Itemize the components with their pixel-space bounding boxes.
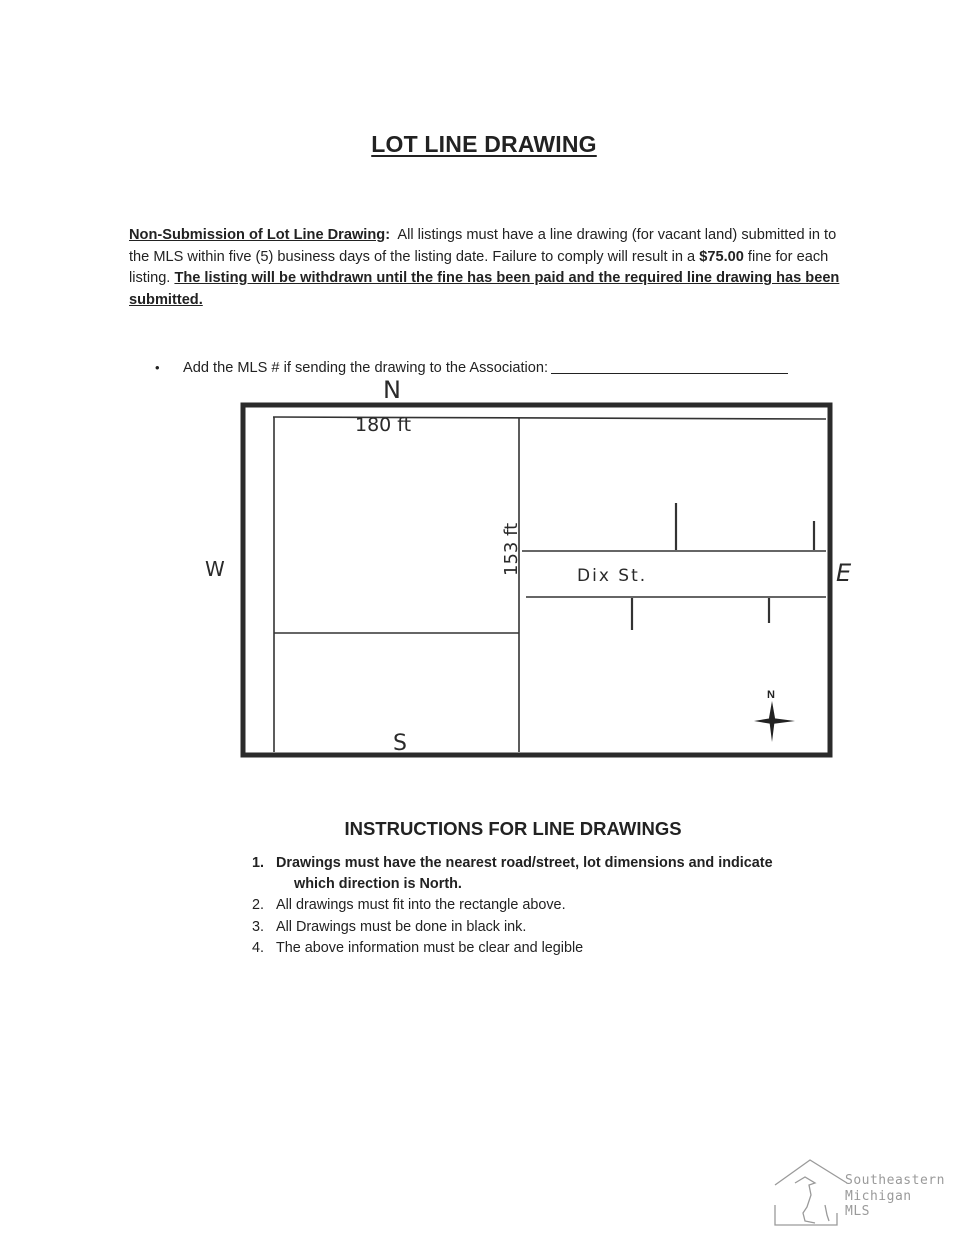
instruction-text: Drawings must have the nearest road/street, lot dimensions and indicate: [276, 855, 773, 871]
frontage-dimension: 180 ft: [355, 414, 412, 436]
notice-colon: :: [385, 227, 391, 243]
notice-text-after-fine: fine for each listing.: [129, 248, 829, 287]
mls-logo-text: [845, 1173, 945, 1220]
fine-amount: $75.00: [699, 248, 744, 265]
withdrawal-warning: The listing will be withdrawn until the fine has been paid and the required line drawing has been submitted.: [129, 270, 840, 308]
street-lines: [522, 503, 826, 630]
logo-line-3: MLS: [845, 1204, 870, 1219]
compass-n-label: N: [767, 689, 775, 701]
notice-lead: Non-Submission of Lot Line Drawing: [129, 227, 386, 243]
instruction-item: [252, 895, 812, 916]
instructions-list: [252, 853, 812, 959]
mls-prompt-label: Add the MLS # if sending the drawing to the Association:: [183, 360, 549, 376]
depth-dimension: 153 ft: [501, 522, 522, 576]
instruction-item: [252, 853, 812, 895]
instruction-number: 1.: [252, 855, 265, 871]
instruction-text-continued: which direction is North.: [294, 876, 462, 893]
north-label: N: [383, 376, 401, 404]
lot-lines: [273, 417, 826, 752]
drawing-frame: [243, 405, 830, 755]
page-title: LOT LINE DRAWING: [371, 131, 597, 157]
notice-text: All listings must have a line drawing (for vacant land) submitted in to the MLS within five (5) business days of the listing date. Failure to comply will result in a: [129, 227, 837, 265]
south-label: S: [393, 731, 407, 756]
east-label: E: [836, 559, 852, 587]
instructions-title: INSTRUCTIONS FOR LINE DRAWINGS: [344, 818, 682, 839]
instruction-item: [252, 917, 812, 938]
instruction-number: 2.: [252, 897, 265, 914]
instruction-number: 4.: [252, 939, 265, 956]
street-name: Dix St.: [577, 566, 648, 586]
instruction-text: The above information must be clear and legible: [276, 939, 584, 956]
logo-line-1: Southeastern: [845, 1173, 945, 1188]
bullet: •: [155, 360, 160, 375]
logo-line-2: Michigan: [845, 1188, 912, 1204]
instruction-text: All drawings must fit into the rectangle above.: [276, 897, 566, 914]
instruction-number: 3.: [252, 918, 265, 935]
instruction-item: [252, 938, 812, 959]
instruction-text: All Drawings must be done in black ink.: [276, 918, 527, 935]
north-compass-icon: [754, 689, 795, 742]
west-label: W: [205, 557, 225, 581]
